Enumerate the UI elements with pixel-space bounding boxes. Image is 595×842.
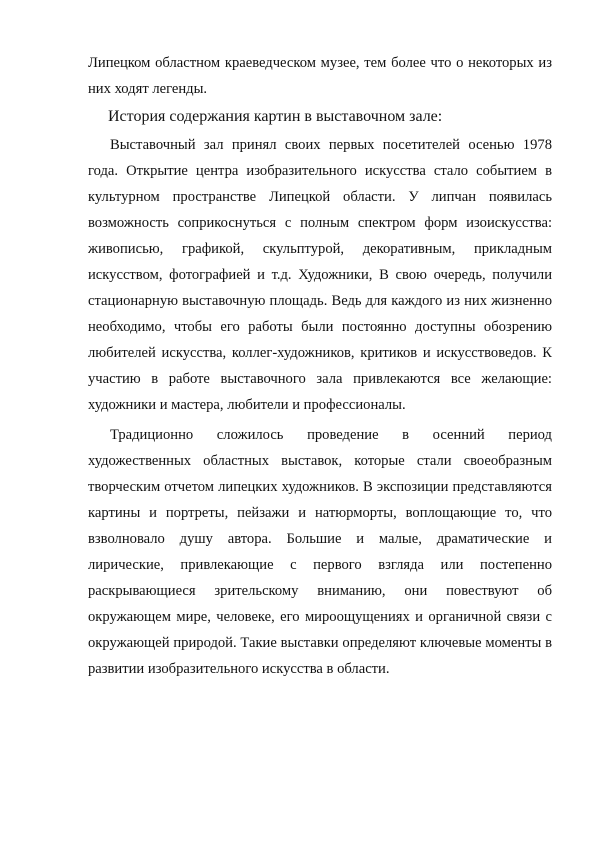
opening-paragraph: Липецком областном краеведческом музее, тем более что о некоторых из них ходят легенды. (88, 55, 552, 97)
body-paragraph-2: Традиционно сложилось проведение в осенний период художественных областных выставок, которые стали своеобразным творческим отчетом липецких художников. В экспозиции представляются картины и портреты, пейзажи и натюрморты, воплощающие то, что взволновало душу автора. Большие и малые, драматические и лирические, привлекающие с первого взгляда или постепенно раскрывающиеся зрительскому вниманию, они повествуют об окружающем мире, человеке, его мироощущениях и органичной связи с окружающей природой. Такие выставки определяют ключевые моменты в развитии изобразительного искусства в области. (88, 427, 552, 677)
section-heading: История содержания картин в выставочном зале: (108, 108, 443, 125)
body-paragraph-1: Выставочный зал принял своих первых посетителей осенью 1978 года. Открытие центра изобразительного искусства стало событием в культурном пространстве Липецкой области. У липчан появилась возможность соприкоснуться с полным спектром форм изоискусства: живописью, графикой, скульптурой, декоративным, прикладным искусством, фотографией и т.д. Художники, В свою очередь, получили стационарную выставочную площадь. Ведь для каждого из них жизненно необходимо, чтобы его работы были постоянно доступны обозрению любителей искусства, коллег-художников, критиков и искусствоведов. К участию в работе выставочного зала привлекаются все желающие: художники и мастера, любители и профессионалы. (88, 137, 552, 413)
page-content (88, 50, 552, 682)
